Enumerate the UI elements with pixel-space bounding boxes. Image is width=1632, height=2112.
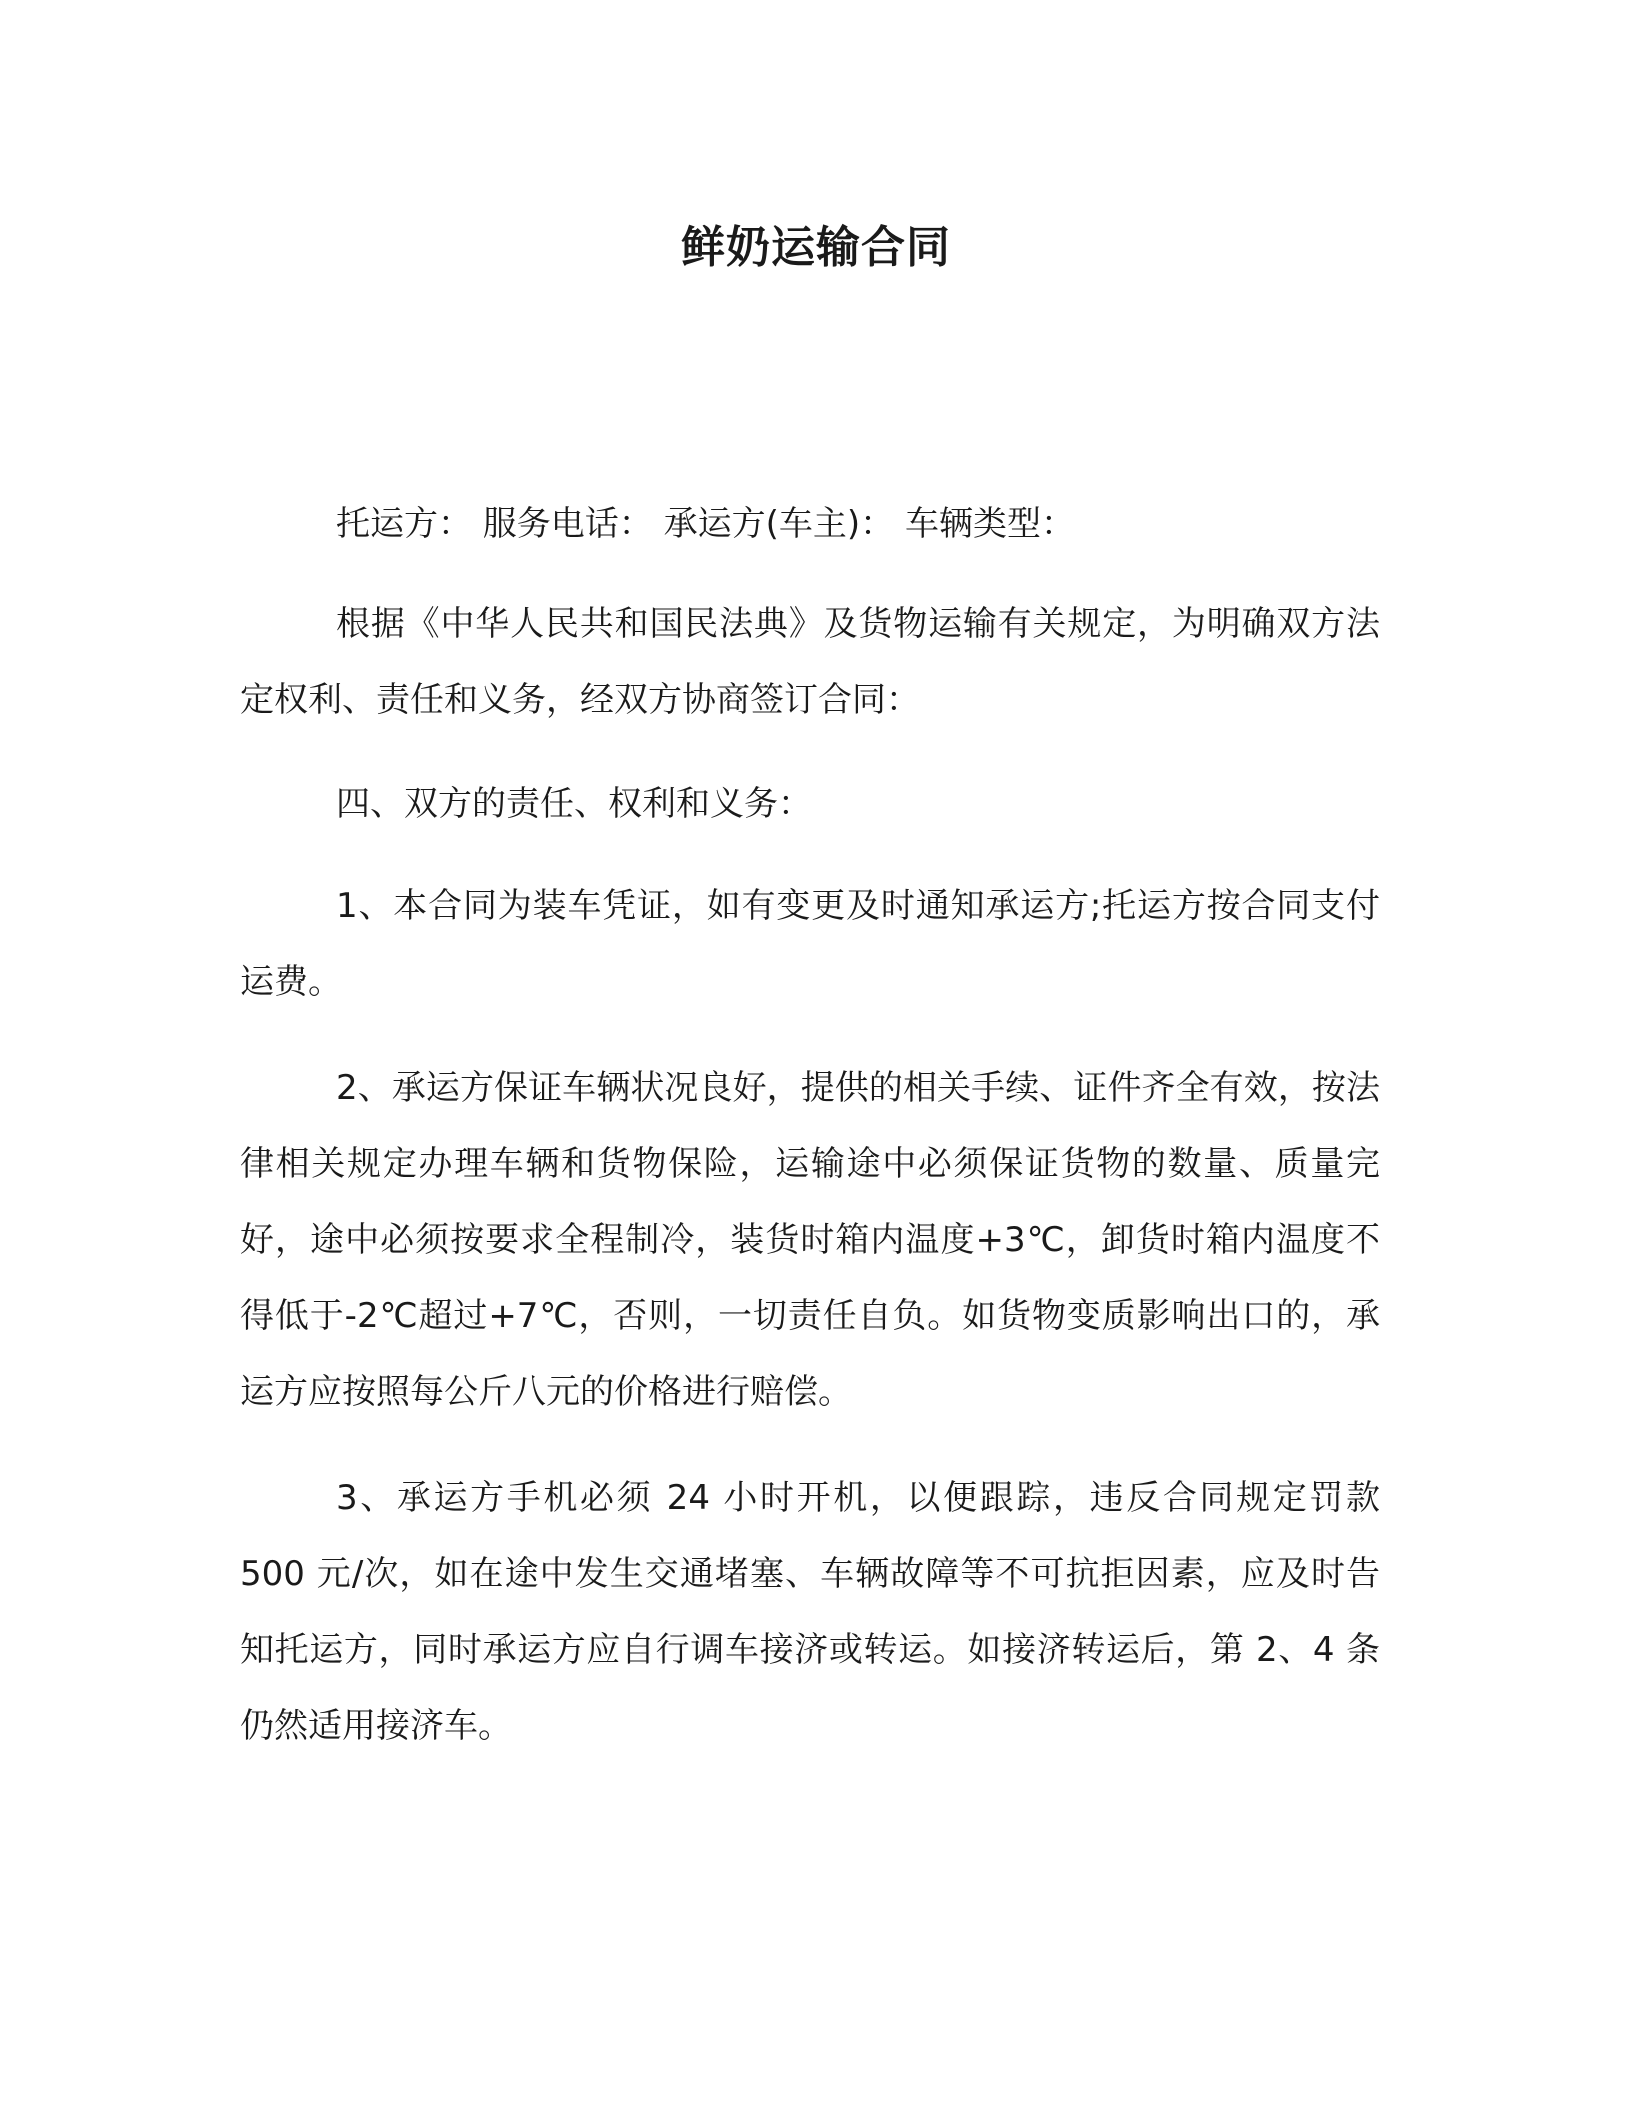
- clause-3-block: [240, 1460, 1380, 1764]
- section-heading: 四、双方的责任、权利和义务：: [336, 784, 812, 824]
- basis-block: [240, 586, 1380, 738]
- clause-2: 2、承运方保证车辆状况良好，提供的相关手续、证件齐全有效，按法律相关规定办理车辆和货物保险，运输途中必须保证货物的数量、质量完好，途中必须按要求全程制冷，装货时箱内温度+3℃，卸货时箱内温度不得低于-2℃超过+7℃，否则，一切责任自负。如货物变质影响出口的，承运方应按照每公斤八元的价格进行赔偿。: [240, 1068, 1380, 1412]
- parties-line-block: [240, 486, 1380, 562]
- document-title: 鲜奶运输合同: [681, 222, 951, 273]
- clause-3: 3、承运方手机必须 24 小时开机，以便跟踪，违反合同规定罚款 500 元/次，如在途中发生交通堵塞、车辆故障等不可抗拒因素，应及时告知托运方，同时承运方应自行调车接济或转运。如接济转运后，第 2、4 条仍然适用接济车。: [240, 1478, 1380, 1746]
- clause-1: 1、本合同为装车凭证，如有变更及时通知承运方;托运方按合同支付运费。: [240, 886, 1380, 1002]
- section-heading-block: [240, 766, 1380, 842]
- clause-1-block: [240, 868, 1380, 1020]
- parties-line: 托运方： 服务电话： 承运方(车主)： 车辆类型：: [336, 504, 1075, 544]
- clause-2-block: [240, 1050, 1380, 1430]
- basis-paragraph: 根据《中华人民共和国民法典》及货物运输有关规定，为明确双方法定权利、责任和义务，经双方协商签订合同：: [240, 604, 1380, 720]
